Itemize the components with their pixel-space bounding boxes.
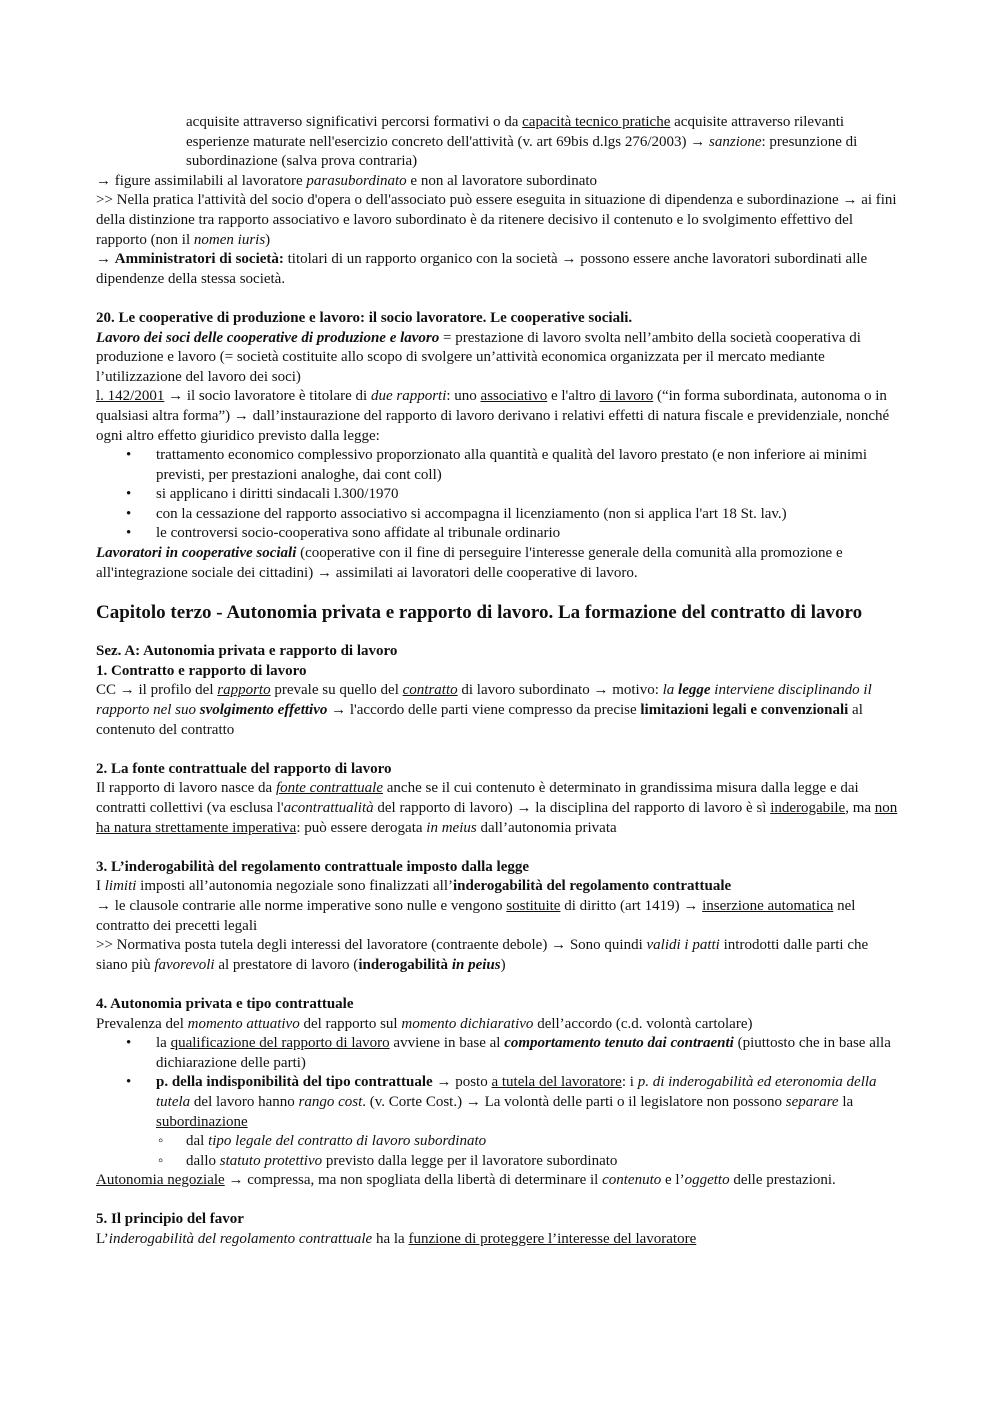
continuation-paragraph: acquisite attraverso significativi percorsi formativi o da capacità tecnico pratiche acquisite attraverso rilevanti esperienze maturate nell'esercizio concreto dell'attività (v. art 69bis d.lgs 276/2003) → sanzione: presunzione di subordinazione (salva prova contraria) (186, 114, 858, 170)
section-3-line-3: >> Normativa posta tutela degli interessi del lavoratore (contraente debole) → Sono quindi validi i patti introdotti dalle parti che siano più favorevoli al prestatore di lavoro (inderogabilità in peius) (96, 937, 869, 973)
socio-opera-paragraph: >> Nella pratica l'attività del socio d'opera o dell'associato può essere eseguita in situazione di dipendenza e subordinazione → ai fini della distinzione tra rapporto associativo e lavoro subordinato è da ritenere decisivo il contenuto e lo svolgimento effettivo del rapporto (non il nomen iuris) (96, 192, 897, 248)
section-4-text: Prevalenza del momento attuativo del rapporto sul momento dichiarativo dell’accordo (c.d. volontà cartolare) (96, 1015, 753, 1032)
list-item: • la qualificazione del rapporto di lavoro avviene in base al comportamento tenuto dai contraenti (piuttosto che in base alla dichiarazione delle parti) (96, 1034, 902, 1073)
section-4-title: 4. Autonomia privata e tipo contrattuale (96, 995, 354, 1012)
effects-list (96, 446, 902, 544)
section-5-title: 5. Il principio del favor (96, 1211, 244, 1228)
list-item: ◦ dallo statuto protettivo previsto dalla legge per il lavoratore subordinato (96, 1152, 902, 1172)
list-item: • le controversi socio-cooperativa sono affidate al tribunale ordinario (96, 524, 902, 544)
list-item: ◦ dal tipo legale del contratto di lavoro subordinato (96, 1132, 902, 1152)
section-2-text: Il rapporto di lavoro nasce da fonte contrattuale anche se il cui contenuto è determinato in grandissima misura dalla legge e dai contratti collettivi (va esclusa l'acontrattualità del rapporto di lavoro) → la disciplina del rapporto di lavoro è sì inderogabile, ma non ha natura strettamente imperativa: può essere derogata in meius dall’autonomia privata (96, 780, 898, 836)
section-3-line-2: → le clausole contrarie alle norme imperative sono nulle e vengono sostituite di diritto (art 1419) → inserzione automatica nel contratto dei precetti legali (96, 897, 856, 934)
section-20-title: 20. Le cooperative di produzione e lavoro: il socio lavoratore. Le cooperative sociali. (96, 309, 633, 326)
section-3-title: 3. L’inderogabilità del regolamento contrattuale imposto dalla legge (96, 858, 530, 875)
law-142-paragraph: l. 142/2001 → il socio lavoratore è titolare di due rapporti: uno associativo e l'altro di lavoro (“in forma subordinata, autonoma o in qualsiasi altra forma”) → dall’instaurazione del rapporto di lavoro derivano i relativi effetti di natura fiscale e previdenziale, nonché ogni altro effetto giuridico previsto dalla legge: (96, 388, 890, 444)
section-5-text: L’inderogabilità del regolamento contrattuale ha la funzione di proteggere l’interesse del lavoratore (96, 1231, 697, 1248)
section-2-title: 2. La fonte contrattuale del rapporto di lavoro (96, 760, 392, 777)
chapter-title: Capitolo terzo - Autonomia privata e rapporto di lavoro. La formazione del contratto di lavoro (96, 602, 863, 624)
cooperative-definition: Lavoro dei soci delle cooperative di produzione e lavoro = prestazione di lavoro svolta nell’ambito della società cooperativa di produzione e lavoro (= società costituite allo scopo di svolgere un’attività economica organizzata per il mercato mediante l’utilizzazione del lavoro dei soci) (96, 329, 861, 385)
list-item: • p. della indisponibilità del tipo contrattuale → posto a tutela del lavoratore: i p. di inderogabilità ed eteronomia della tutela del lavoro hanno rango cost. (v. Corte Cost.) → La volontà delle parti o il legislatore non possono separare la subordinazione (96, 1073, 902, 1132)
list-item: • trattamento economico complessivo proporzionato alla quantità e qualità del lavoro prestato (e non inferiore ai minimi previsti, per prestazioni analoghe, dai cont coll) (96, 446, 902, 485)
section-1-text: CC → il profilo del rapporto prevale su quello del contratto di lavoro subordinato → motivo: la legge interviene disciplinando il rapporto nel suo svolgimento effettivo → l'accordo delle parti viene compresso da precise limitazioni legali e convenzionali al contenuto del contratto (96, 682, 872, 738)
section-4-sublist (96, 1132, 902, 1171)
parasubordinato-line: → figure assimilabili al lavoratore parasubordinato e non al lavoratore subordinato (96, 172, 598, 189)
amministratori-paragraph: → Amministratori di società: titolari di un rapporto organico con la società → possono essere anche lavoratori subordinati alle dipendenze della stessa società. (96, 251, 868, 287)
section-3-line-1: I limiti imposti all’autonomia negoziale sono finalizzati all’inderogabilità del regolamento contrattuale (96, 878, 732, 895)
list-item: • si applicano i diritti sindacali l.300/1970 (96, 485, 902, 505)
list-item: • con la cessazione del rapporto associativo si accompagna il licenziamento (non si applica l'art 18 St. lav.) (96, 505, 902, 525)
section-a-title: Sez. A: Autonomia privata e rapporto di lavoro (96, 643, 398, 660)
document-page (96, 113, 902, 1250)
section-1-title: 1. Contratto e rapporto di lavoro (96, 662, 307, 679)
cooperative-sociali-paragraph: Lavoratori in cooperative sociali (cooperative con il fine di perseguire l'interesse generale della comunità alla promozione e all'integrazione sociale dei cittadini) → assimilati ai lavoratori delle cooperative di lavoro. (96, 545, 843, 581)
section-4-list (96, 1034, 902, 1132)
autonomia-negoziale-paragraph: Autonomia negoziale → compressa, ma non spogliata della libertà di determinare il contenuto e l’oggetto delle prestazioni. (96, 1172, 836, 1189)
